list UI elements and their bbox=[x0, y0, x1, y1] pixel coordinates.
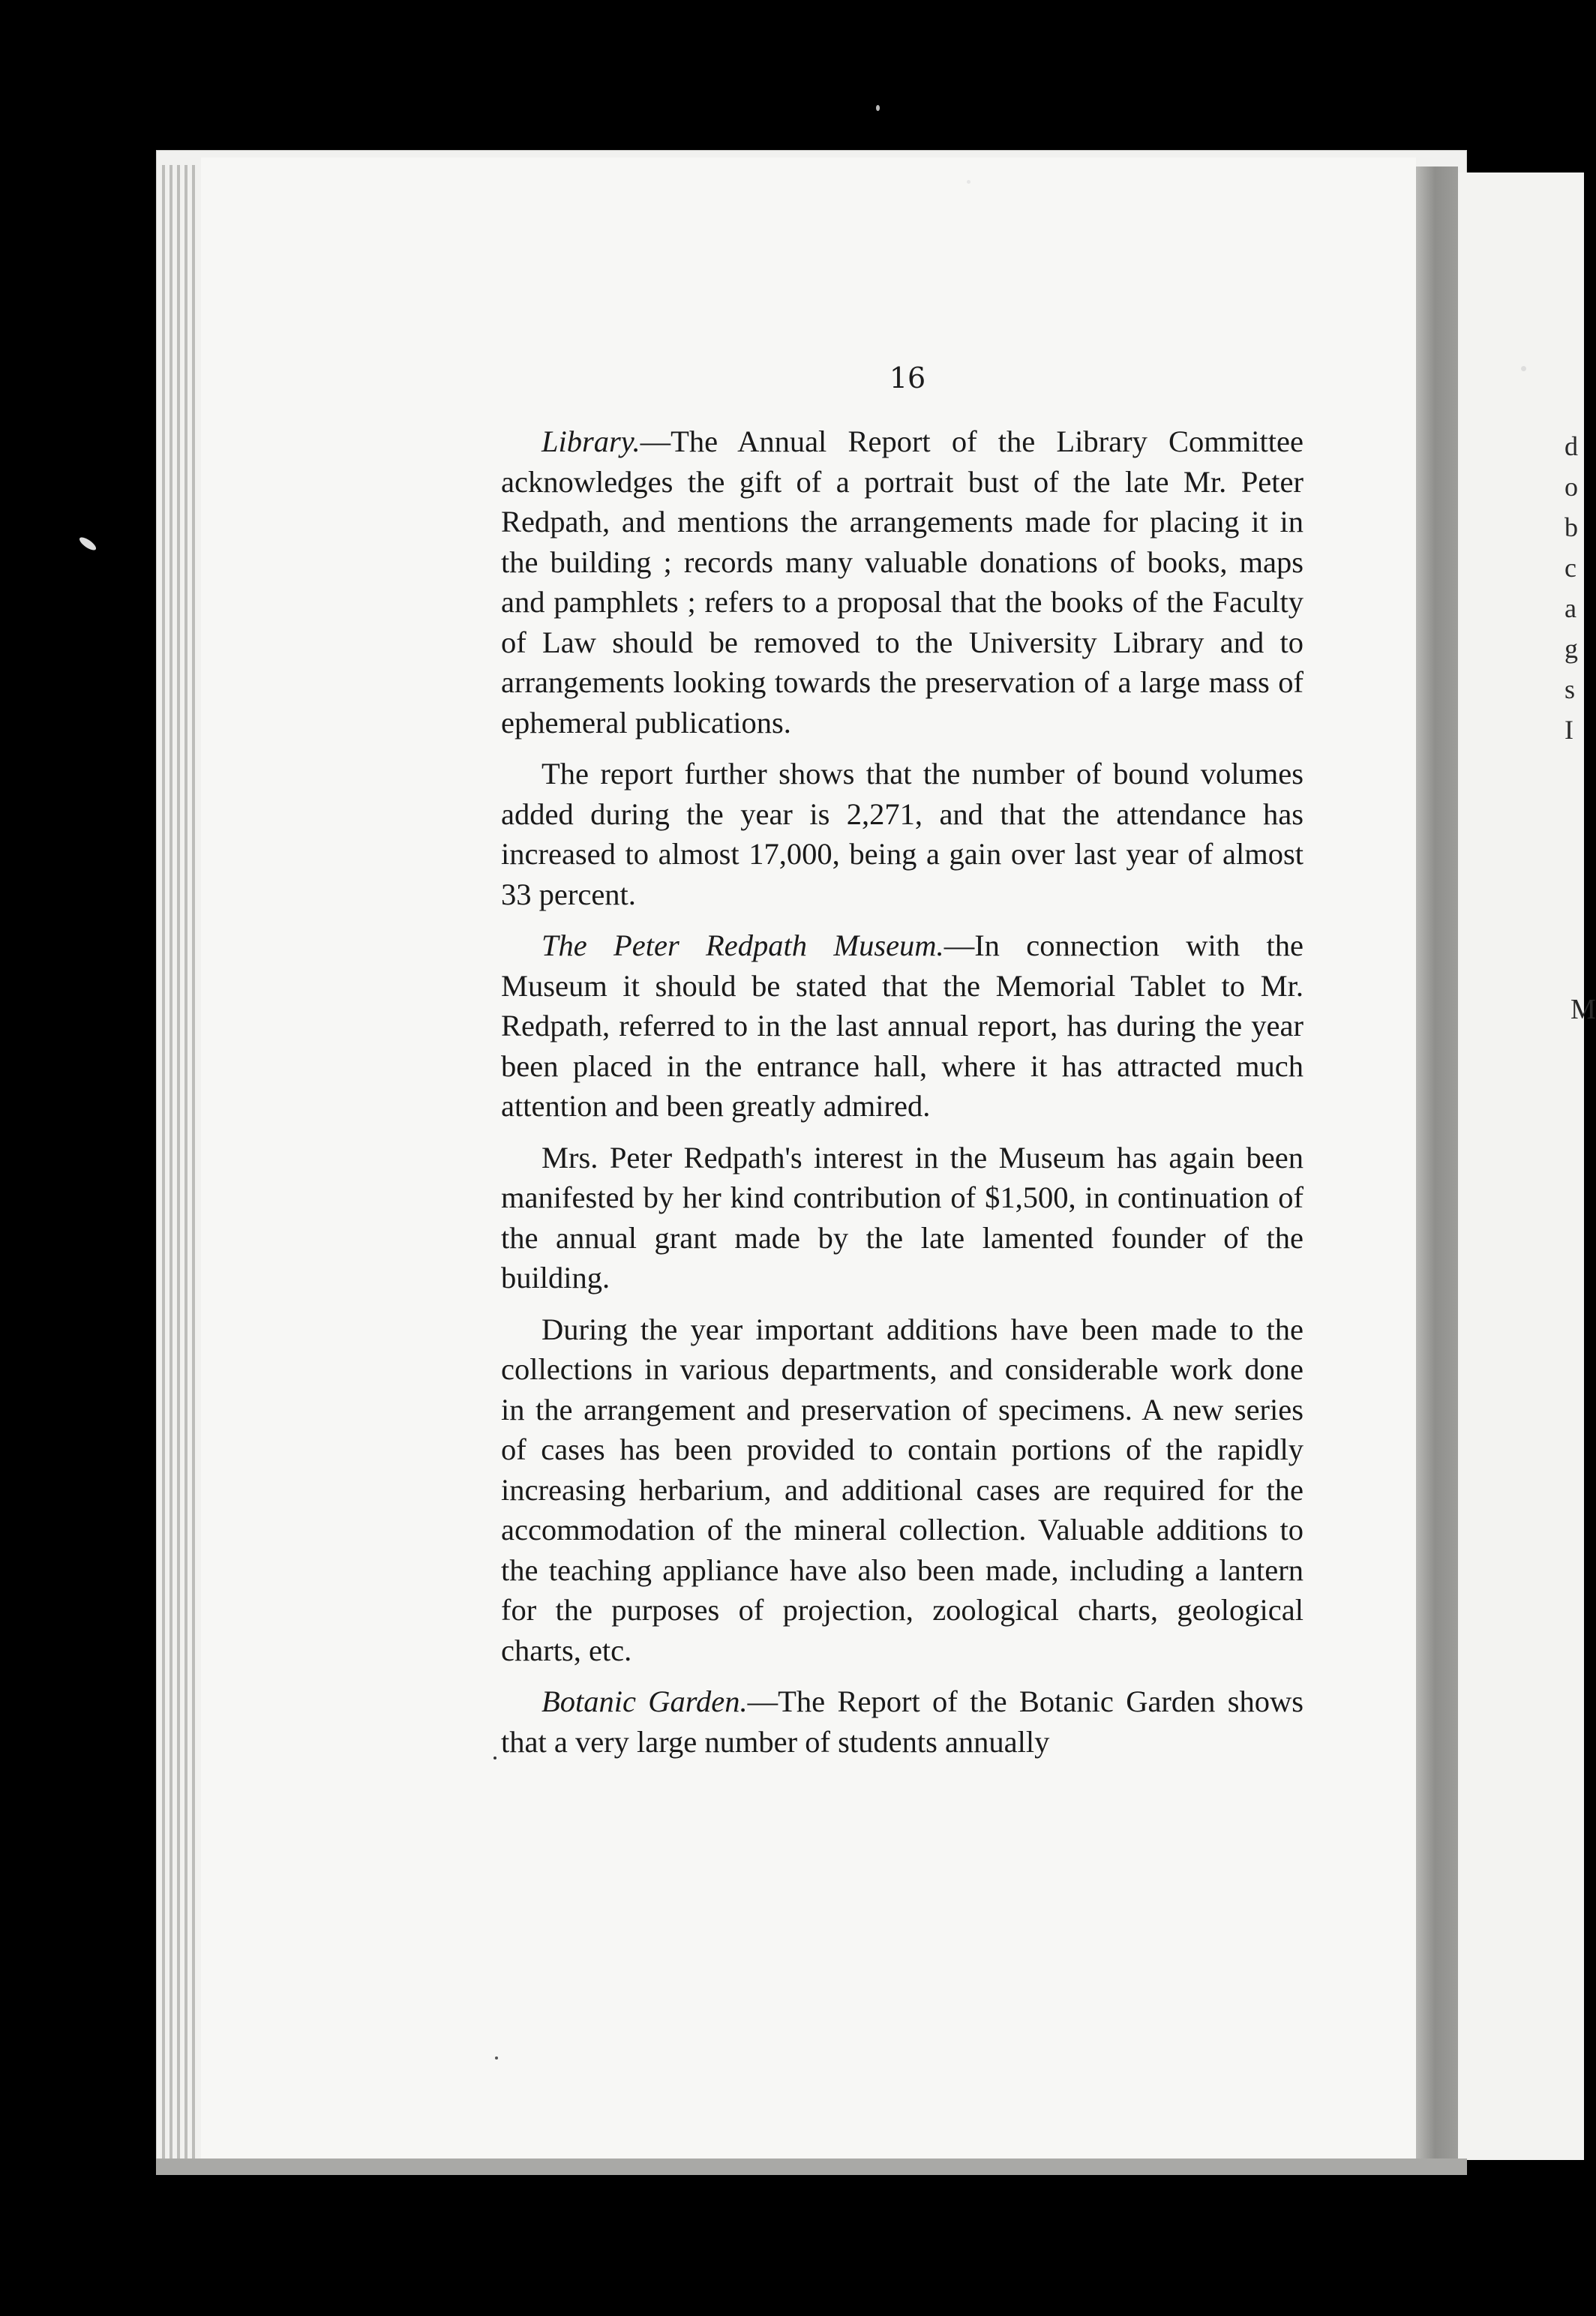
paragraph-museum-additions bbox=[501, 1310, 1304, 1671]
facing-page-letter: s bbox=[1564, 674, 1576, 704]
facing-page-letters bbox=[1564, 426, 1578, 750]
paragraph-museum-contribution bbox=[501, 1138, 1304, 1298]
section-lead: Botanic Garden. bbox=[542, 1684, 748, 1718]
facing-page-letter: I bbox=[1564, 715, 1574, 745]
page-edge-line bbox=[177, 165, 180, 2164]
paragraph-text: Mrs. Peter Redpath's interest in the Museum has again been manifested by her kind contribution of $1,500, in continuation of the annual grant made by the late lamented founder of the building. bbox=[501, 1140, 1304, 1294]
paragraph-text: —The Annual Report of the Library Committee acknowledges the gift of a portrait bust of the late Mr. Peter Redpath, and mentions the arrangements made for placing it in the building ; records many valuable donations of books, maps and pamphlets ; refers to a proposal that the books of the Faculty of Law should be removed to the University Library and to arrangements looking towards the preservation of a large mass of ephemeral publications. bbox=[501, 424, 1304, 740]
page-number: 16 bbox=[889, 362, 926, 394]
section-lead: Library. bbox=[542, 424, 640, 458]
page-edge-line bbox=[170, 165, 172, 2164]
page-bottom-edge bbox=[156, 2158, 1467, 2175]
paper-speck bbox=[494, 1756, 496, 1760]
page-edge-line bbox=[184, 165, 188, 2164]
facing-page-letter: g bbox=[1564, 634, 1578, 664]
facing-page-letter-lower: M bbox=[1570, 994, 1596, 1025]
facing-page-letter: a bbox=[1564, 593, 1576, 623]
paragraph-text: —In connection with the Museum it should be stated that the Memorial Tablet to Mr. Redpath, referred to in the last annual report, has during the year been placed in the entrance hall, where it has attracted much attention and been greatly admired. bbox=[501, 928, 1304, 1123]
paper-speck bbox=[77, 535, 98, 552]
paper-speck bbox=[495, 2056, 498, 2060]
page-edge-line bbox=[162, 165, 165, 2164]
section-lead: The Peter Redpath Museum. bbox=[542, 928, 944, 962]
book-gutter bbox=[1416, 166, 1458, 2162]
paper-speck bbox=[967, 180, 970, 184]
paper-speck bbox=[1521, 366, 1526, 371]
paragraph-library-report bbox=[501, 754, 1304, 914]
facing-page-letter: o bbox=[1564, 472, 1578, 502]
paragraph-library bbox=[501, 422, 1304, 742]
page-edge-line bbox=[192, 165, 195, 2164]
paragraph-text: During the year important additions have been made to the collections in various departments, and considerable work done in the arrangement and preservation of specimens. A new series of cases has been provided to contain portions of the rapidly increasing herbarium, and additional cases are required for the accommodation of the mineral collection. Valuable additions to the teaching appliance have also been made, including a lantern for the purposes of projection, zoological charts, geological charts, etc. bbox=[501, 1312, 1304, 1667]
facing-page-letter: c bbox=[1564, 553, 1576, 583]
paragraph-text: The report further shows that the number of bound volumes added during the year is 2,271, and that the attendance has increased to almost 17,000, being a gain over last year of almost 33 percent. bbox=[501, 757, 1304, 911]
text-column bbox=[501, 422, 1304, 1773]
paragraph-botanic-garden bbox=[501, 1682, 1304, 1762]
facing-page-letter: d bbox=[1564, 431, 1578, 461]
facing-page-letter: b bbox=[1564, 512, 1578, 542]
paragraph-museum bbox=[501, 926, 1304, 1126]
paper-speck bbox=[876, 105, 880, 111]
paragraph-text: —The Report of the Botanic Garden shows that a very large number of students annually bbox=[501, 1684, 1304, 1759]
